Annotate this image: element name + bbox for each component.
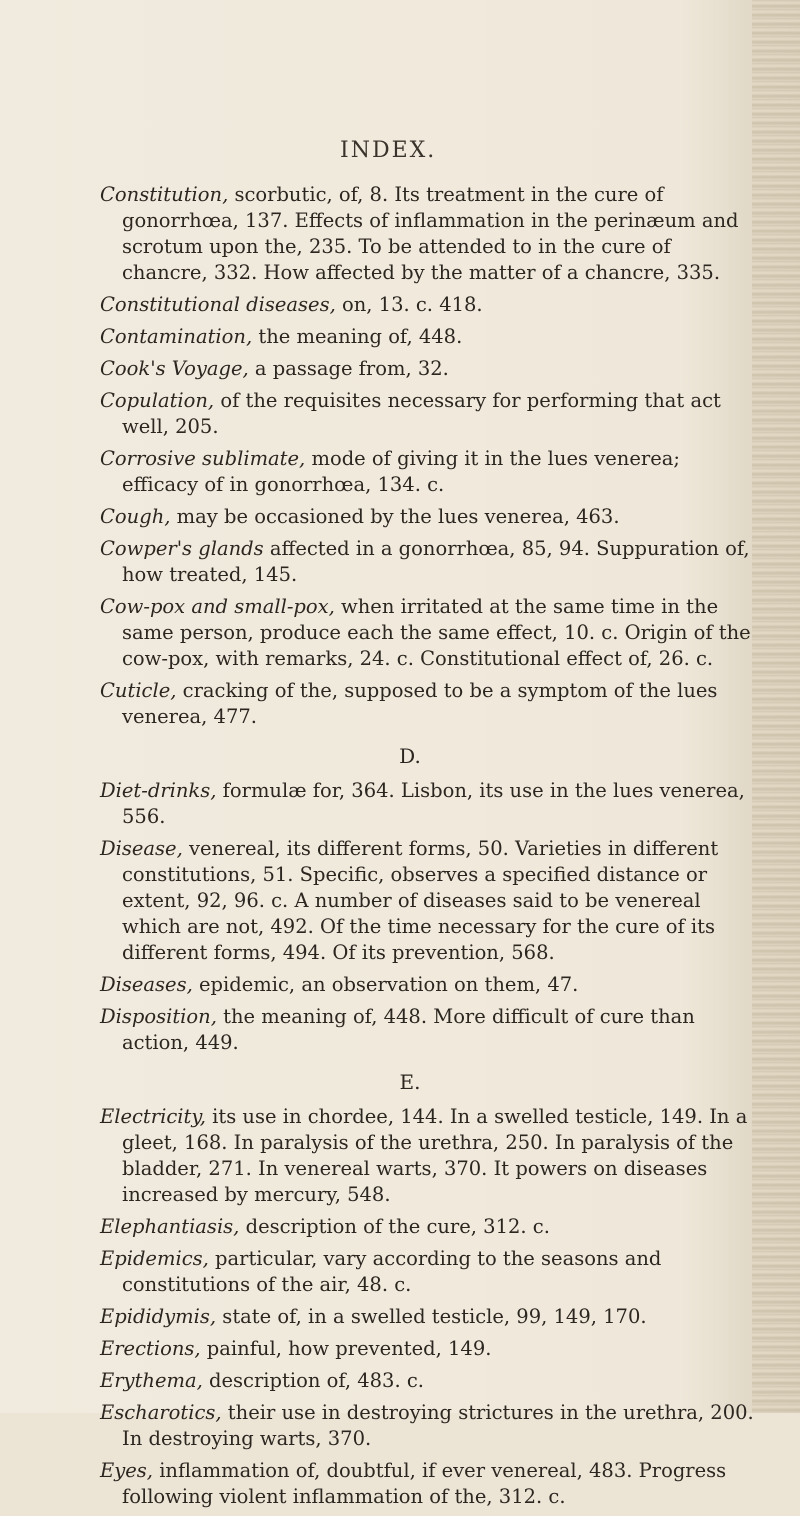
entry-term: Epididymis, xyxy=(100,1305,217,1328)
entry-term: Cook's Voyage, xyxy=(100,357,249,380)
entry-term: Eyes, xyxy=(100,1459,153,1482)
entry-term: Diseases, xyxy=(100,973,193,996)
entry-term: Epidemics, xyxy=(100,1247,209,1270)
entry-term: Cow-pox and small-pox, xyxy=(100,595,335,618)
entry-text: venereal, its different forms, 50. Varieties in different constitutions, 51. Specific, observes a specified distance or extent, 92, 96. c. A number of diseases said to be venereal which are not, 492. Of the time necessary for the cure of its different forms, 494. Of its prevention, 568. xyxy=(122,837,719,964)
entry-term: Cowper's glands xyxy=(100,537,264,560)
entry-term: Constitution, xyxy=(100,183,229,206)
entry-text: inflammation of, doubtful, if ever venereal, 483. Progress following violent inflammation of the, 312. c. xyxy=(122,1459,727,1508)
entry-term: Cough, xyxy=(100,505,171,528)
entry-term: Copulation, xyxy=(100,389,215,412)
entry-text: a passage from, 32. xyxy=(248,357,449,380)
index-entry xyxy=(100,182,760,286)
index-entry xyxy=(100,1004,760,1056)
entry-text: on, 13. c. 418. xyxy=(335,293,483,316)
index-entry xyxy=(100,594,760,672)
entry-term: Erythema, xyxy=(100,1369,203,1392)
entry-term: Elephantiasis, xyxy=(100,1215,240,1238)
index-entry xyxy=(100,504,760,530)
entry-term: Disposition, xyxy=(100,1005,217,1028)
entry-term: Diet-drinks, xyxy=(100,779,217,802)
entry-text: when irritated at the same time in the same person, produce each the same effect, 10. c. Origin of the cow-pox, with remarks, 24. c. Constitutional effect of, 26. c. xyxy=(122,595,751,670)
index-entry xyxy=(100,324,760,350)
entry-term: Constitutional diseases, xyxy=(100,293,336,316)
entry-text: its use in chordee, 144. In a swelled testicle, 149. In a gleet, 168. In paralysis of the urethra, 250. In paralysis of the bladder, 271. In venereal warts, 370. It powers on diseases increased by mercury, 548. xyxy=(122,1105,748,1206)
entry-text: formulæ for, 364. Lisbon, its use in the lues venerea, 556. xyxy=(122,779,745,828)
entry-term: Disease, xyxy=(100,837,183,860)
index-entry xyxy=(100,536,760,588)
index-entry xyxy=(100,388,760,440)
index-entry xyxy=(100,1246,760,1298)
index-entry xyxy=(100,1214,760,1240)
section-letter-e: E. xyxy=(399,1070,421,1094)
entry-text: the meaning of, 448. More difficult of cure than action, 449. xyxy=(122,1005,695,1054)
index-content xyxy=(100,182,760,1516)
entry-text: mode of giving it in the lues venerea; efficacy of in gonorrhœa, 134. c. xyxy=(122,447,680,496)
index-entry xyxy=(100,356,760,382)
section-letter-d: D. xyxy=(399,744,421,768)
entry-text: particular, vary according to the seasons and constitutions of the air, 48. c. xyxy=(122,1247,662,1296)
entry-term: Erections, xyxy=(100,1337,201,1360)
entry-text: description of, 483. c. xyxy=(202,1369,424,1392)
entry-text: scorbutic, of, 8. Its treatment in the cure of gonorrhœa, 137. Effects of inflammation in the perinæum and scrotum upon the, 235. To be attended to in the cure of chancre, 332. How affected by the matter of a chancre, 335. xyxy=(122,183,739,284)
index-entry xyxy=(100,778,760,830)
entry-term: Cuticle, xyxy=(100,679,177,702)
index-entry xyxy=(100,446,760,498)
entry-term: Contamination, xyxy=(100,325,253,348)
index-entry xyxy=(100,292,760,318)
entry-text: state of, in a swelled testicle, 99, 149, 170. xyxy=(216,1305,647,1328)
entry-term: Electricity, xyxy=(100,1105,206,1128)
entry-text: of the requisites necessary for performing that act well, 205. xyxy=(122,389,721,438)
entry-text: affected in a gonorrhœa, 85, 94. Suppuration of, how treated, 145. xyxy=(122,537,750,586)
index-entry xyxy=(100,1304,760,1330)
entry-text: epidemic, an observation on them, 47. xyxy=(192,973,579,996)
index-entry xyxy=(100,678,760,730)
index-entry xyxy=(100,1458,760,1510)
entry-text: may be occasioned by the lues venerea, 463. xyxy=(170,505,620,528)
index-entry xyxy=(100,1104,760,1208)
entry-text: cracking of the, supposed to be a symptom of the lues venerea, 477. xyxy=(122,679,718,728)
entry-term: Corrosive sublimate, xyxy=(100,447,306,470)
index-entry xyxy=(100,1368,760,1394)
entry-text: description of the cure, 312. c. xyxy=(239,1215,550,1238)
index-entry xyxy=(100,836,760,966)
entry-term: Escharotics, xyxy=(100,1401,222,1424)
entry-text: painful, how prevented, 149. xyxy=(200,1337,492,1360)
page-header: INDEX. xyxy=(340,138,437,163)
index-entry xyxy=(100,1400,760,1452)
index-entry xyxy=(100,972,760,998)
index-entry xyxy=(100,1336,760,1362)
entry-text: the meaning of, 448. xyxy=(252,325,463,348)
entry-text: their use in destroying strictures in the urethra, 200. In destroying warts, 370. xyxy=(122,1401,754,1450)
